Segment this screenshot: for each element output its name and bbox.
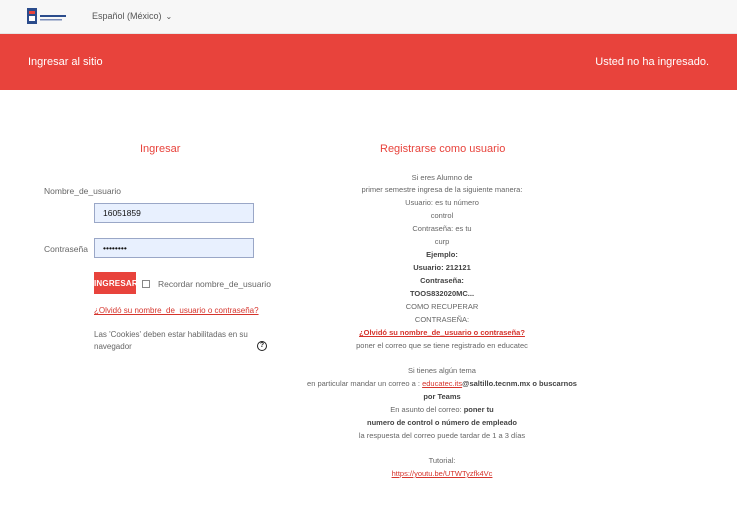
register-info-line: control bbox=[430, 211, 454, 220]
register-info-line bbox=[230, 405, 654, 414]
register-info-line bbox=[230, 469, 654, 478]
register-info-line: Contraseña: bbox=[420, 276, 464, 285]
top-navbar bbox=[0, 0, 737, 34]
register-info-line bbox=[230, 379, 654, 388]
register-info-line bbox=[230, 328, 654, 337]
register-info-line: numero de control o número de empleado bbox=[366, 418, 518, 427]
contact-text-bold: @saltillo.tecnm.mx o buscarnos bbox=[462, 379, 577, 388]
subject-text-bold: poner tu bbox=[463, 405, 494, 414]
login-heading: Ingresar bbox=[140, 143, 181, 155]
remember-username-checkbox[interactable] bbox=[142, 280, 150, 288]
register-info-line: curp bbox=[434, 237, 450, 246]
chevron-down-icon: ⌄ bbox=[165, 12, 173, 21]
register-info-line: primer semestre ingresa de la siguiente manera: bbox=[361, 185, 523, 194]
login-status: Usted no ha ingresado. bbox=[595, 56, 709, 68]
cookies-note: Las 'Cookies' deben estar habilitadas en su navegador bbox=[94, 330, 248, 351]
university-logo-icon[interactable] bbox=[26, 6, 70, 28]
login-button[interactable]: INGRESAR bbox=[94, 272, 136, 294]
register-info-line: Usuario: 212121 bbox=[413, 263, 471, 272]
password-label: Contraseña bbox=[44, 244, 88, 254]
register-info-line: Si tienes algún tema bbox=[408, 366, 476, 375]
register-info-line: la respuesta del correo puede tardar de 1 a 3 días bbox=[358, 431, 526, 440]
register-info-line: CONTRASEÑA: bbox=[414, 315, 470, 324]
page-header-banner bbox=[0, 34, 737, 90]
register-info-line: COMO RECUPERAR bbox=[405, 302, 479, 311]
page-title: Ingresar al sitio bbox=[28, 56, 103, 68]
register-info-line: Tutorial: bbox=[428, 456, 456, 465]
register-info-line: por Teams bbox=[423, 392, 461, 401]
register-info-line: Si eres Alumno de bbox=[411, 173, 473, 182]
language-selector[interactable] bbox=[92, 11, 172, 21]
forgot-password-link[interactable]: ¿Olvidó su nombre_de_usuario o contraseña? bbox=[94, 306, 259, 315]
username-label: Nombre_de_usuario bbox=[44, 186, 122, 196]
recover-password-link[interactable]: ¿Olvidó su nombre_de_usuario o contraseña? bbox=[359, 328, 525, 337]
tutorial-link[interactable]: https://youtu.be/UTWTyzfk4Vc bbox=[391, 469, 493, 478]
register-info-line: Usuario: es tu número bbox=[405, 198, 479, 207]
question-circle-icon[interactable]: ? bbox=[257, 341, 267, 351]
subject-text: En asunto del correo: bbox=[390, 405, 464, 414]
contact-text: en particular mandar un correo a : bbox=[307, 379, 423, 388]
register-info-line: Contraseña: es tu bbox=[412, 224, 472, 233]
email-link[interactable]: educatec.its bbox=[422, 379, 463, 388]
language-label: Español (México) bbox=[92, 11, 162, 21]
register-info-line: TOOS832020MC... bbox=[409, 289, 475, 298]
register-heading: Registrarse como usuario bbox=[380, 143, 506, 155]
remember-username-label[interactable]: Recordar nombre_de_usuario bbox=[158, 279, 271, 289]
register-info-line: Ejemplo: bbox=[426, 250, 458, 259]
register-info-line: poner el correo que se tiene registrado en educatec bbox=[356, 341, 528, 350]
